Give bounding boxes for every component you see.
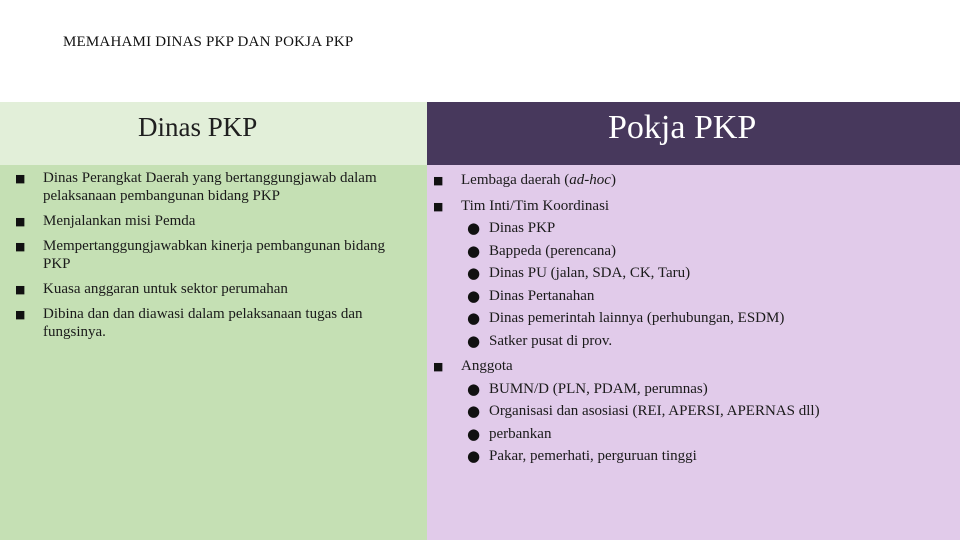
list-item: ■ Dinas Perangkat Daerah yang bertanggungjawab dalam pelaksanaan pembangunan bidang PKP	[15, 170, 377, 204]
square-bullet-icon: ■	[15, 308, 26, 321]
sub-list-item: ● Dinas PU (jalan, SDA, CK, Taru)	[489, 262, 931, 285]
round-bullet-icon: ●	[467, 447, 481, 465]
round-bullet-icon: ●	[467, 424, 481, 443]
dinas-pkp-header	[0, 102, 427, 165]
round-bullet-icon: ●	[467, 309, 481, 327]
sub-list-item: ● perbankan	[489, 423, 931, 446]
list-item: ■ Kuasa anggaran untuk sektor perumahan	[15, 281, 288, 297]
round-bullet-icon: ●	[467, 219, 481, 237]
sub-list-item: ● Pakar, pemerhati, perguruan tinggi	[489, 445, 931, 468]
sub-list-item: ● Dinas Pertanahan	[489, 285, 931, 308]
round-bullet-icon: ●	[467, 241, 481, 260]
square-bullet-icon: ■	[433, 360, 444, 373]
round-bullet-icon: ●	[467, 379, 481, 398]
list-item: ■ Dibina dan dan diawasi dalam pelaksanaan tugas dan fungsinya.	[15, 306, 363, 340]
square-bullet-icon: ■	[15, 172, 26, 185]
square-bullet-icon: ■	[15, 240, 26, 253]
dinas-pkp-list	[15, 169, 413, 348]
round-bullet-icon: ●	[467, 331, 481, 350]
list-item: ■ Mempertanggungjawabkan kinerja pembangunan bidang PKP	[15, 238, 385, 272]
square-bullet-icon: ■	[15, 215, 26, 228]
slide-title: MEMAHAMI DINAS PKP DAN POKJA PKP	[63, 34, 354, 50]
sub-list-item: ● Bappeda (perencana)	[489, 240, 931, 263]
square-bullet-icon: ■	[15, 283, 26, 296]
sub-list-item: ● Dinas pemerintah lainnya (perhubungan, ESDM)	[489, 307, 931, 330]
list-item: ■ Anggota ● BUMN/D (PLN, PDAM, perumnas) ● Organisasi dan asosiasi (REI, APERSI, APERNAS dll) ● perbankan ● Pakar, pemerhati, perguruan tinggi	[461, 355, 931, 468]
sub-list-item: ● Dinas PKP	[489, 217, 931, 240]
anggota-sublist	[461, 378, 931, 468]
list-item: ■ Menjalankan misi Pemda	[15, 213, 196, 229]
sub-list-item: ● Satker pusat di prov.	[489, 330, 931, 353]
sub-list-item: ● Organisasi dan asosiasi (REI, APERSI, APERNAS dll)	[489, 400, 931, 423]
round-bullet-icon: ●	[467, 264, 481, 282]
square-bullet-icon: ■	[433, 174, 444, 187]
tim-inti-sublist	[461, 217, 931, 352]
list-item: ■ Tim Inti/Tim Koordinasi ● Dinas PKP ● Bappeda (perencana) ● Dinas PU (jalan, SDA, CK, Taru) ● Dinas Pertanahan ● Dinas pemerintah lainnya (perhubungan, ESDM) ● Satker pusat di prov.	[461, 195, 931, 353]
pokja-pkp-header-label: Pokja PKP	[608, 109, 757, 146]
pokja-pkp-header	[427, 102, 960, 165]
dinas-pkp-header-label: Dinas PKP	[138, 112, 258, 142]
sub-list-item: ● BUMN/D (PLN, PDAM, perumnas)	[489, 378, 931, 401]
pokja-pkp-list	[433, 169, 931, 471]
square-bullet-icon: ■	[433, 199, 444, 213]
list-item: ■ Lembaga daerah (ad-hoc)	[461, 169, 931, 192]
round-bullet-icon: ●	[467, 402, 481, 420]
round-bullet-icon: ●	[467, 286, 481, 305]
